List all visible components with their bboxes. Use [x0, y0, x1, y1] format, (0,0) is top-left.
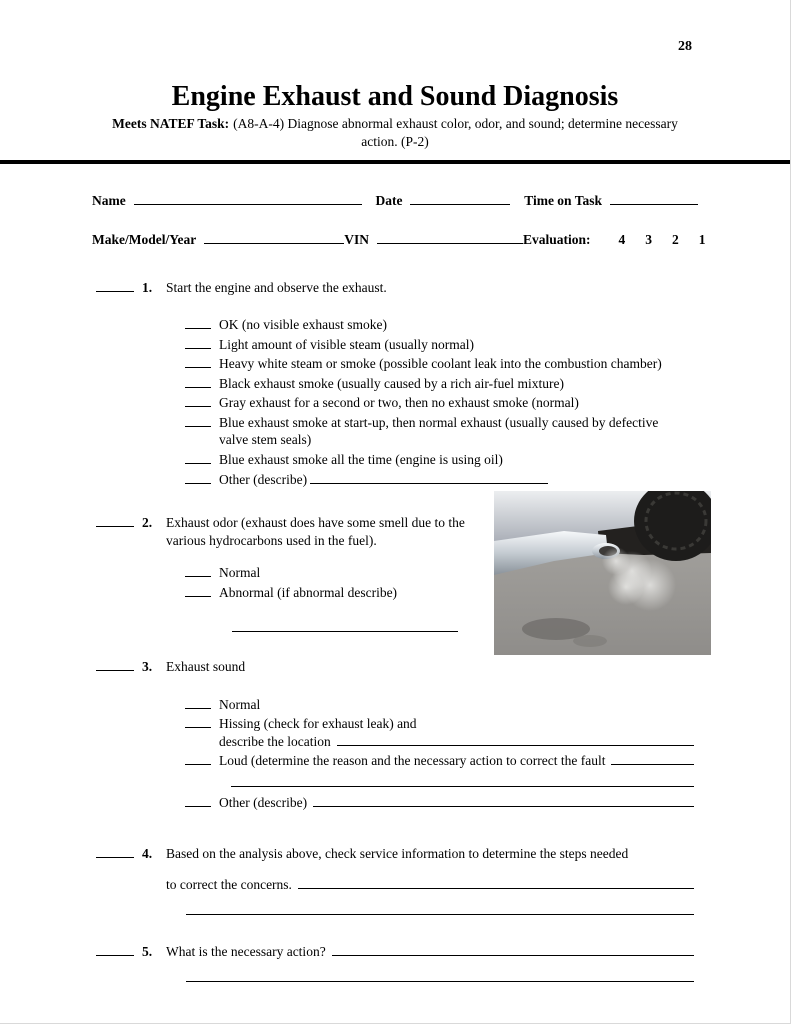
evaluation-score-4: 4	[618, 232, 626, 248]
option-check-blank	[185, 564, 211, 577]
natef-task-label: Meets NATEF Task:	[112, 116, 230, 132]
natef-task-line	[95, 115, 695, 150]
option-check-blank	[185, 316, 211, 329]
task-4-score-blank	[96, 845, 134, 858]
natef-task-text: (A8-A-4) Diagnose abnormal exhaust color, odor, and sound; determine necessary action. (P-2)	[233, 116, 678, 149]
exhaust-photo-graphic	[494, 491, 711, 655]
task-3-number: 3.	[142, 659, 153, 675]
checklist-option	[185, 375, 667, 393]
steps-answer-blank	[298, 876, 694, 889]
task-5-number: 5.	[142, 943, 153, 959]
time-on-task-label: Time on Task	[524, 193, 602, 209]
make-model-year-label: Make/Model/Year	[92, 232, 197, 248]
option-label: Normal	[219, 696, 261, 712]
header-form-line-2	[92, 231, 706, 249]
option-label: Light amount of visible steam (usually normal)	[219, 336, 474, 352]
location-describe-blank	[337, 733, 694, 746]
option-check-blank	[185, 336, 211, 349]
page-number: 28	[678, 39, 692, 54]
option-label-text: Other (describe)	[219, 471, 308, 487]
option-check-blank	[185, 395, 211, 408]
task-3-checklist	[185, 696, 694, 812]
task-item-1	[96, 279, 694, 297]
date-blank	[410, 193, 510, 206]
option-check-blank	[185, 375, 211, 388]
option-label	[219, 794, 694, 812]
time-on-task-field-group	[524, 192, 698, 210]
evaluation-score-2: 2	[672, 232, 679, 248]
checklist-option	[185, 316, 667, 334]
header-form-line-1	[92, 192, 698, 210]
option-check-blank	[185, 355, 211, 368]
name-label: Name	[92, 193, 126, 209]
task-1-number: 1.	[142, 279, 153, 295]
option-label: Gray exhaust for a second or two, then no exhaust smoke (normal)	[219, 395, 579, 411]
steps-answer-blank-2	[186, 902, 694, 915]
option-label	[219, 752, 694, 786]
necessary-action-blank	[332, 943, 694, 956]
option-label: Blue exhaust smoke all the time (engine is using oil)	[219, 451, 503, 467]
checklist-option	[185, 696, 694, 714]
task-1-text: Start the engine and observe the exhaust.	[166, 279, 387, 295]
evaluation-score-1: 1	[698, 232, 706, 248]
vin-field-group	[344, 231, 523, 249]
option-check-blank	[185, 414, 211, 427]
checklist-option-other	[185, 794, 694, 812]
option-check-blank	[185, 584, 211, 597]
task-item-5	[96, 937, 694, 982]
task-3-text: Exhaust sound	[166, 659, 246, 675]
checklist-option	[185, 451, 667, 469]
task-5-score-blank	[96, 943, 134, 956]
divider-rule	[0, 160, 790, 164]
task-5-text-line-1	[166, 937, 694, 967]
option-check-blank	[185, 696, 211, 709]
checklist-option-other	[185, 471, 667, 489]
task-5-question: What is the necessary action?	[166, 943, 326, 959]
loud-continuation-line	[231, 774, 694, 787]
task-4-extra-line	[186, 902, 694, 915]
option-check-blank	[185, 752, 211, 765]
task-3-score-blank	[96, 658, 134, 671]
task-4-text	[166, 839, 694, 915]
option-check-blank	[185, 451, 211, 464]
checklist-option	[185, 336, 667, 354]
vin-label: VIN	[344, 232, 369, 248]
loud-continuation-blank	[231, 774, 694, 787]
option-label: Black exhaust smoke (usually caused by a rich air-fuel mixture)	[219, 375, 564, 391]
task-item-3	[96, 658, 694, 676]
option-check-blank	[185, 794, 211, 807]
vin-blank	[377, 231, 523, 244]
loud-reason-blank	[611, 752, 694, 765]
task-4-number: 4.	[142, 846, 153, 862]
option-label-line-1: Hissing (check for exhaust leak) and	[219, 716, 417, 732]
abnormal-describe-blank	[232, 619, 458, 632]
option-label	[219, 471, 667, 489]
option-label-line-1	[219, 794, 694, 812]
task-2-number: 2.	[142, 515, 153, 531]
option-label: Normal	[219, 565, 261, 581]
task-2-score-blank	[96, 514, 134, 527]
option-label-line-1	[219, 752, 694, 770]
task-1-checklist	[185, 316, 667, 488]
task-2-text: Exhaust odor (exhaust does have some smell due to the various hydrocarbons used in the fuel).	[166, 515, 465, 548]
option-label-text: Loud (determine the reason and the necessary action to correct the fault	[219, 753, 606, 769]
task-1-score-blank	[96, 279, 134, 292]
option-check-blank	[185, 715, 211, 728]
other-describe-blank	[310, 471, 548, 484]
option-check-blank	[185, 471, 211, 484]
option-label-line-2	[219, 733, 694, 751]
task-4-text-line-1: Based on the analysis above, check service information to determine the steps needed	[166, 846, 629, 862]
option-label	[219, 715, 694, 750]
option-label: Abnormal (if abnormal describe)	[219, 584, 398, 600]
date-field-group	[375, 192, 510, 210]
checklist-option	[185, 394, 667, 412]
evaluation-group	[523, 231, 706, 249]
evaluation-score-3: 3	[645, 232, 653, 248]
time-on-task-blank	[610, 193, 698, 206]
name-blank	[134, 193, 362, 206]
evaluation-scores	[599, 231, 706, 249]
task-4-text-continuation: to correct the concerns.	[166, 876, 292, 892]
option-label: OK (no visible exhaust smoke)	[219, 317, 387, 333]
checklist-option	[185, 355, 667, 373]
exhaust-smoke-puff	[608, 569, 644, 605]
task-item-4	[96, 839, 694, 915]
option-label-text: describe the location	[219, 733, 331, 749]
task-5-text	[166, 937, 694, 982]
make-model-year-field-group	[92, 231, 344, 249]
checklist-option	[185, 752, 694, 786]
necessary-action-blank-2	[186, 969, 694, 982]
other-describe-blank	[313, 794, 694, 807]
name-field-group	[92, 192, 362, 210]
option-label: Blue exhaust smoke at start-up, then normal exhaust (usually caused by defective valve stem seals)	[219, 414, 659, 448]
oil-stain-small	[573, 635, 607, 647]
page-title: Engine Exhaust and Sound Diagnosis	[171, 81, 619, 112]
task-4-text-line-2	[166, 870, 694, 900]
option-label: Heavy white steam or smoke (possible coolant leak into the combustion chamber)	[219, 356, 662, 372]
exhaust-photo	[494, 491, 711, 655]
option-label-text: Other (describe)	[219, 794, 308, 810]
checklist-option	[185, 715, 694, 750]
checklist-option	[185, 414, 667, 449]
make-model-year-blank	[204, 231, 344, 244]
evaluation-label: Evaluation:	[523, 232, 591, 248]
task-5-extra-line	[186, 969, 694, 982]
date-label: Date	[375, 193, 403, 209]
